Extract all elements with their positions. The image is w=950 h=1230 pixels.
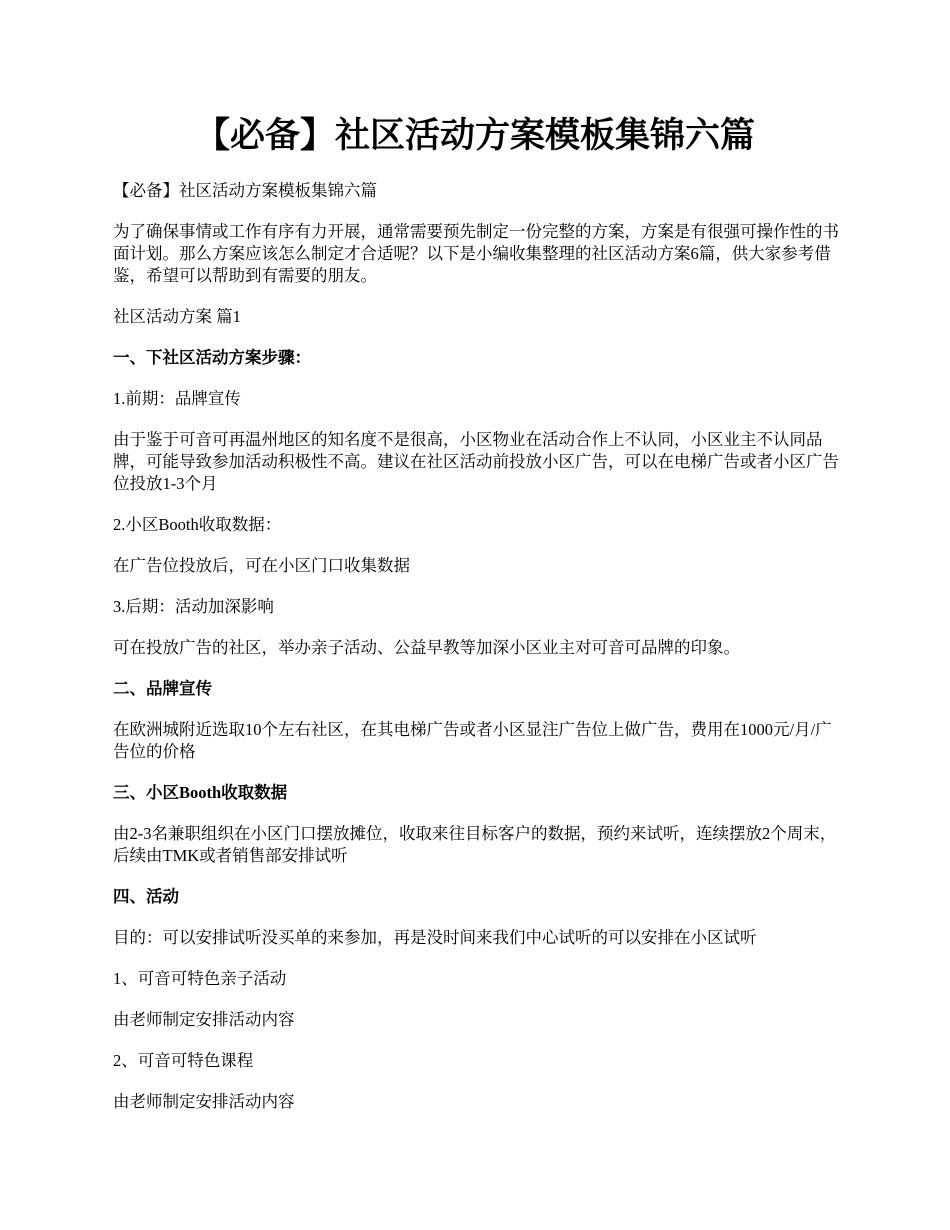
paragraph: 由老师制定安排活动内容 [113, 1010, 295, 1029]
document-body [113, 180, 843, 1132]
paragraph: 【必备】社区活动方案模板集锦六篇 [113, 181, 377, 200]
paragraph: 在广告位投放后，可在小区门口收集数据 [113, 556, 410, 575]
paragraph: 社区活动方案 篇1 [113, 307, 241, 326]
paragraph: 1.前期：品牌宣传 [113, 389, 241, 408]
paragraph: 为了确保事情或工作有序有力开展，通常需要预先制定一份完整的方案，方案是有很强可操作性的书面计划。那么方案应该怎么制定才合适呢？以下是小编收集整理的社区活动方案6篇，供大家参考借鉴，希望可以帮助到有需要的朋友。 [113, 222, 839, 285]
section-heading: 一、下社区活动方案步骤： [113, 348, 311, 367]
section-heading: 四、活动 [113, 887, 179, 906]
section-heading: 二、品牌宣传 [113, 679, 212, 698]
paragraph: 可在投放广告的社区，举办亲子活动、公益早教等加深小区业主对可音可品牌的印象。 [113, 638, 740, 657]
document-title: 【必备】社区活动方案模板集锦六篇 [194, 116, 755, 155]
paragraph: 由于鉴于可音可再温州地区的知名度不是很高，小区物业在活动合作上不认同，小区业主不认同品牌，可能导致参加活动积极性不高。建议在社区活动前投放小区广告，可以在电梯广告或者小区广告位投放1-3个月 [113, 430, 839, 493]
paragraph: 由2-3名兼职组织在小区门口摆放摊位，收取来往目标客户的数据，预约来试听，连续摆放2个周末，后续由TMK或者销售部安排试听 [113, 824, 837, 865]
paragraph: 目的：可以安排试听没买单的来参加，再是没时间来我们中心试听的可以安排在小区试听 [113, 928, 757, 947]
paragraph: 3.后期：活动加深影响 [113, 597, 274, 616]
section-heading: 三、小区Booth收取数据 [113, 783, 288, 802]
paragraph: 由老师制定安排活动内容 [113, 1092, 295, 1111]
paragraph: 2.小区Booth收取数据： [113, 515, 282, 534]
paragraph: 2、可音可特色课程 [113, 1051, 254, 1070]
paragraph: 1、可音可特色亲子活动 [113, 969, 287, 988]
paragraph: 在欧洲城附近选取10个左右社区，在其电梯广告或者小区显注广告位上做广告，费用在1000元/月/广告位的价格 [113, 720, 832, 761]
